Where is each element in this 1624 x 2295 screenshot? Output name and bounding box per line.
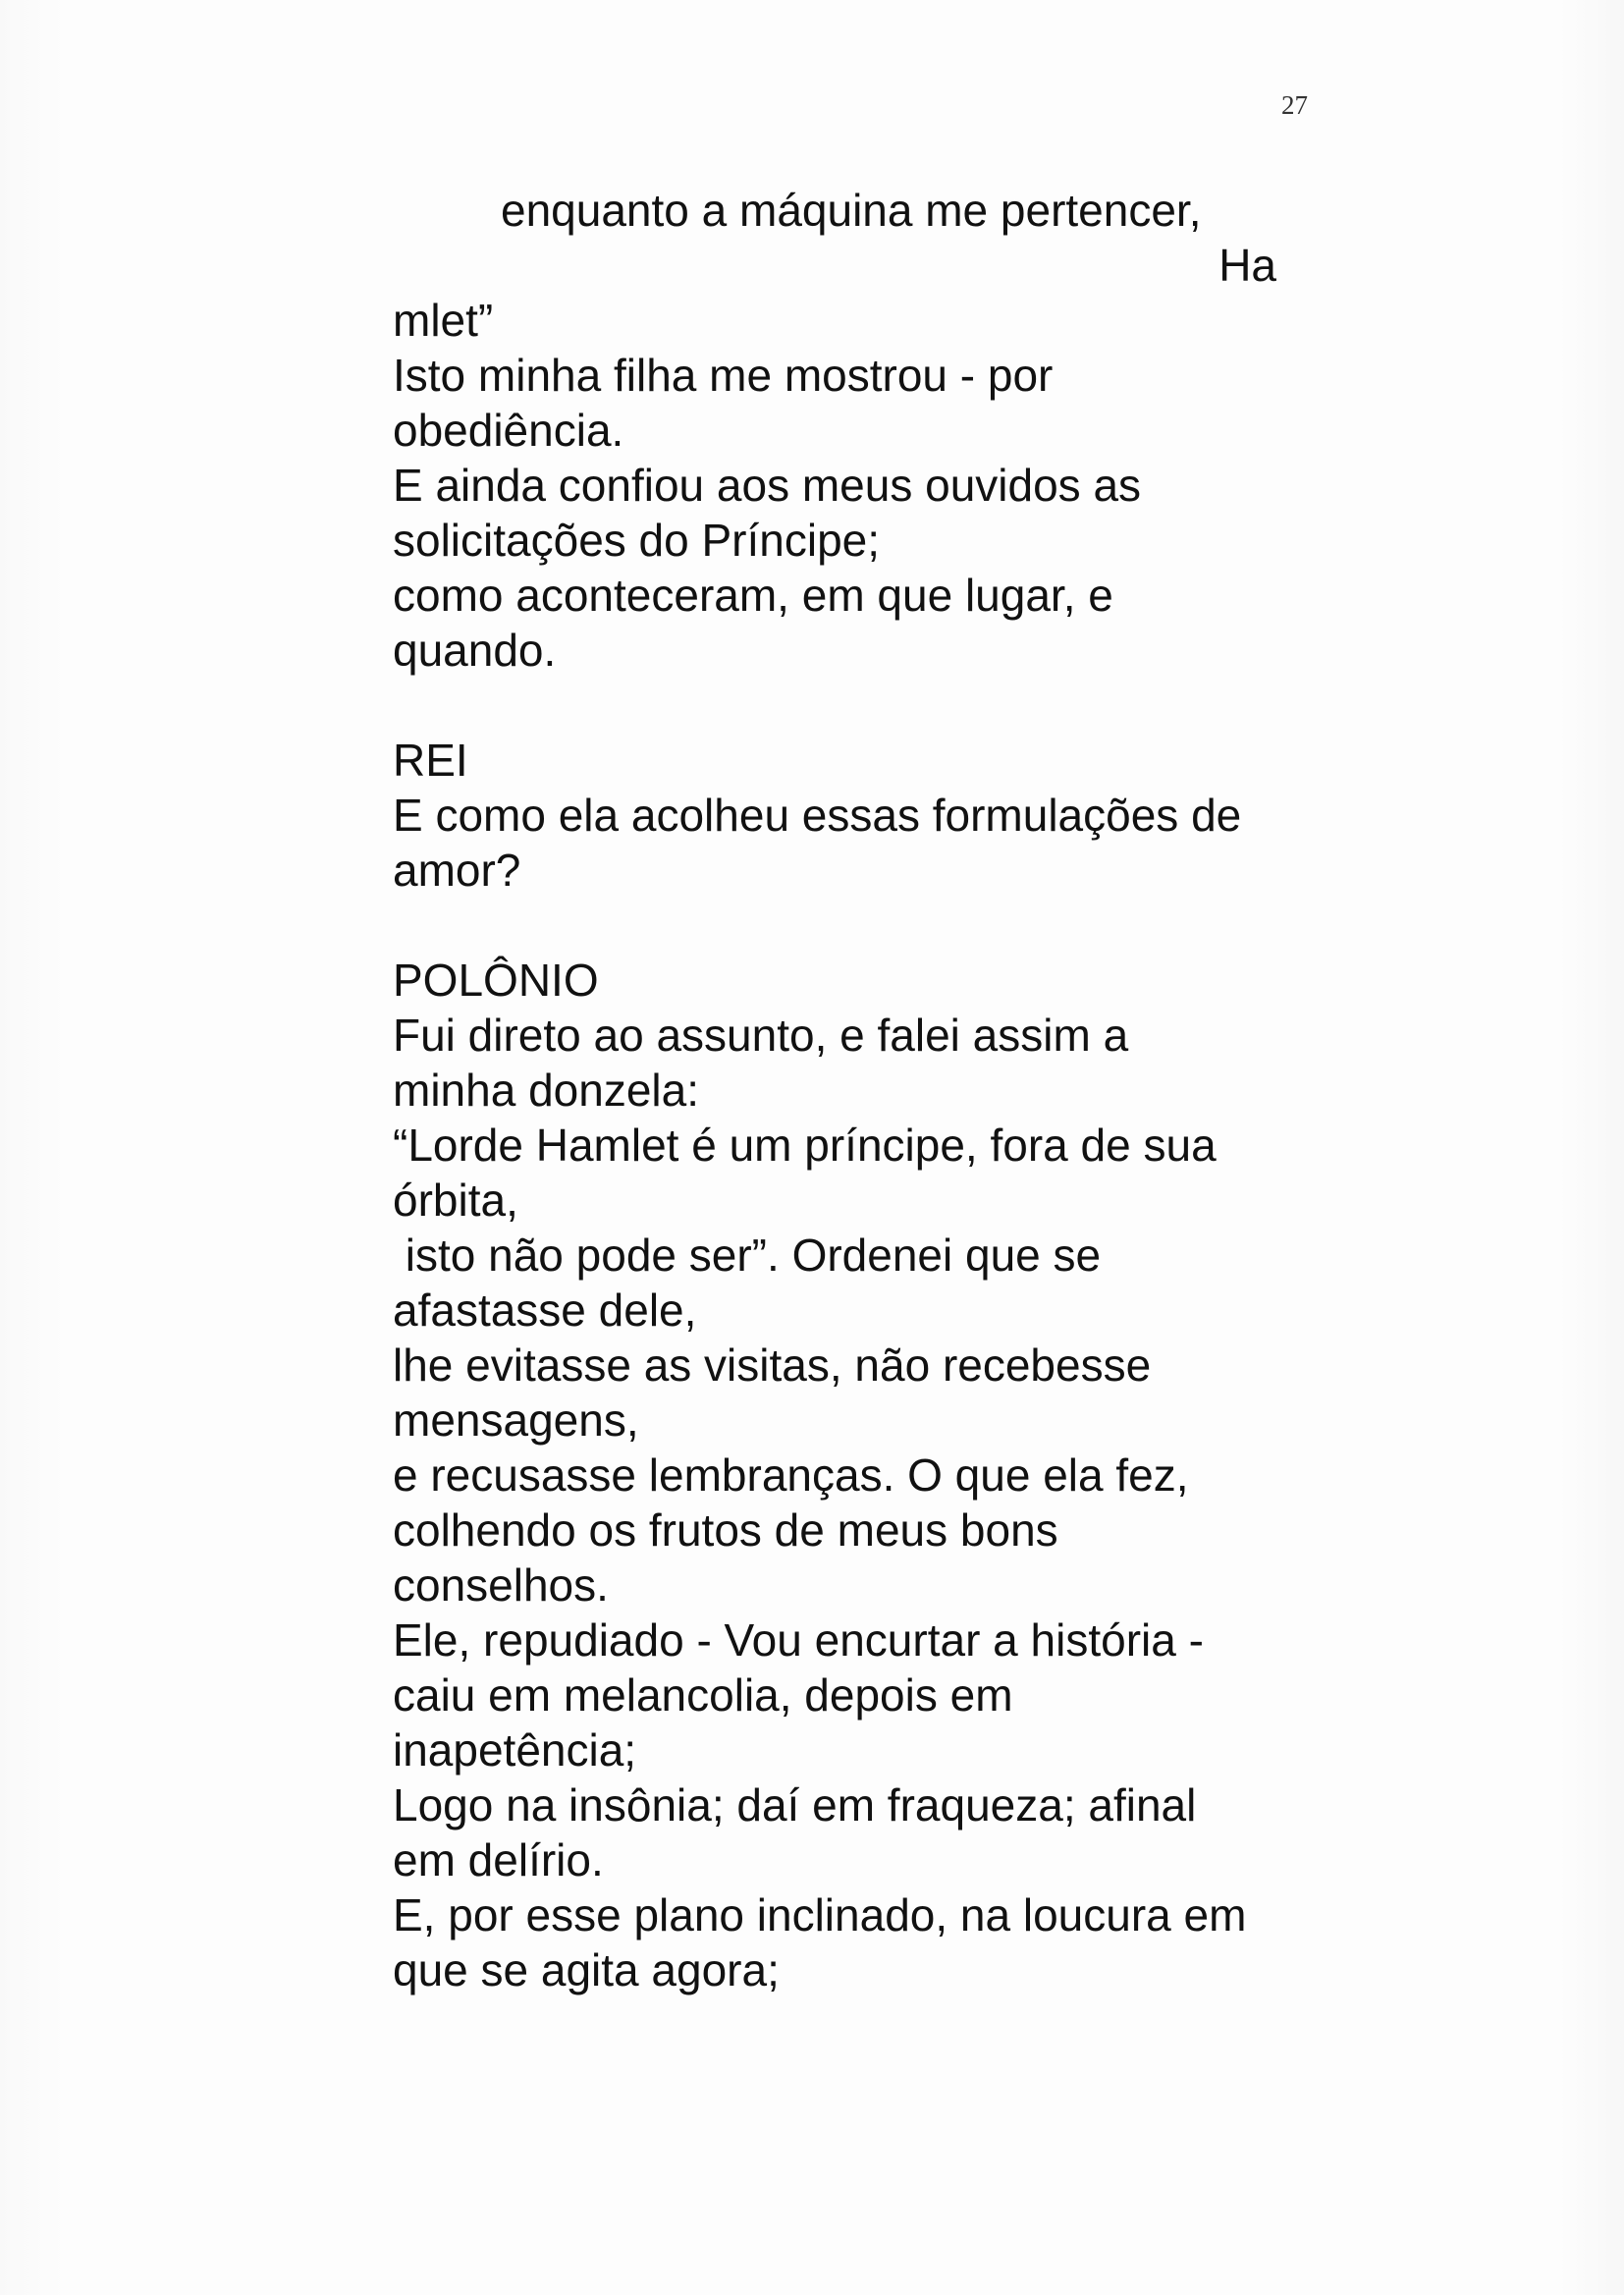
text-line: quando. bbox=[393, 625, 557, 676]
stanza-gap bbox=[393, 898, 1335, 953]
text-line: “Lorde Hamlet é um príncipe, fora de sua bbox=[393, 1120, 1217, 1171]
play-text bbox=[393, 183, 1335, 1997]
text-line: caiu em melancolia, depois em bbox=[393, 1669, 1013, 1721]
text-line: Ele, repudiado - Vou encurtar a história - bbox=[393, 1614, 1204, 1666]
text-line: Ha bbox=[1218, 240, 1276, 291]
text-line: mlet” bbox=[393, 295, 494, 346]
text-line: obediência. bbox=[393, 405, 624, 456]
text-line: isto não pode ser”. Ordenei que se bbox=[393, 1229, 1102, 1281]
stanza-gap bbox=[393, 678, 1335, 733]
text-line: afastasse dele, bbox=[393, 1284, 697, 1336]
text-line: órbita, bbox=[393, 1175, 518, 1226]
text-line: E como ela acolheu essas formulações de bbox=[393, 790, 1242, 841]
text-line: Isto minha filha me mostrou - por bbox=[393, 350, 1054, 401]
text-line: Logo na insônia; daí em fraqueza; afinal bbox=[393, 1779, 1197, 1831]
text-line: que se agita agora; bbox=[393, 1944, 780, 1995]
text-line: E, por esse plano inclinado, na loucura em bbox=[393, 1889, 1247, 1940]
text-line: E ainda confiou aos meus ouvidos as bbox=[393, 460, 1142, 511]
text-line: e recusasse lembranças. O que ela fez, bbox=[393, 1449, 1189, 1501]
text-line: solicitações do Príncipe; bbox=[393, 515, 881, 566]
text-line: em delírio. bbox=[393, 1834, 604, 1885]
text-line: mensagens, bbox=[393, 1394, 639, 1446]
text-line: conselhos. bbox=[393, 1559, 609, 1611]
text-line: enquanto a máquina me pertencer, bbox=[501, 185, 1202, 236]
text-line: Fui direto ao assunto, e falei assim a bbox=[393, 1010, 1129, 1061]
text-line: inapetência; bbox=[393, 1724, 637, 1776]
speaker-name: REI bbox=[393, 735, 468, 786]
text-line: lhe evitasse as visitas, não recebesse bbox=[393, 1339, 1152, 1391]
text-line: como aconteceram, em que lugar, e bbox=[393, 570, 1113, 621]
speaker-name: POLÔNIO bbox=[393, 955, 599, 1006]
text-line: minha donzela: bbox=[393, 1065, 699, 1116]
page-number: 27 bbox=[1281, 90, 1308, 120]
text-line: amor? bbox=[393, 845, 521, 896]
text-line: colhendo os frutos de meus bons bbox=[393, 1504, 1058, 1556]
